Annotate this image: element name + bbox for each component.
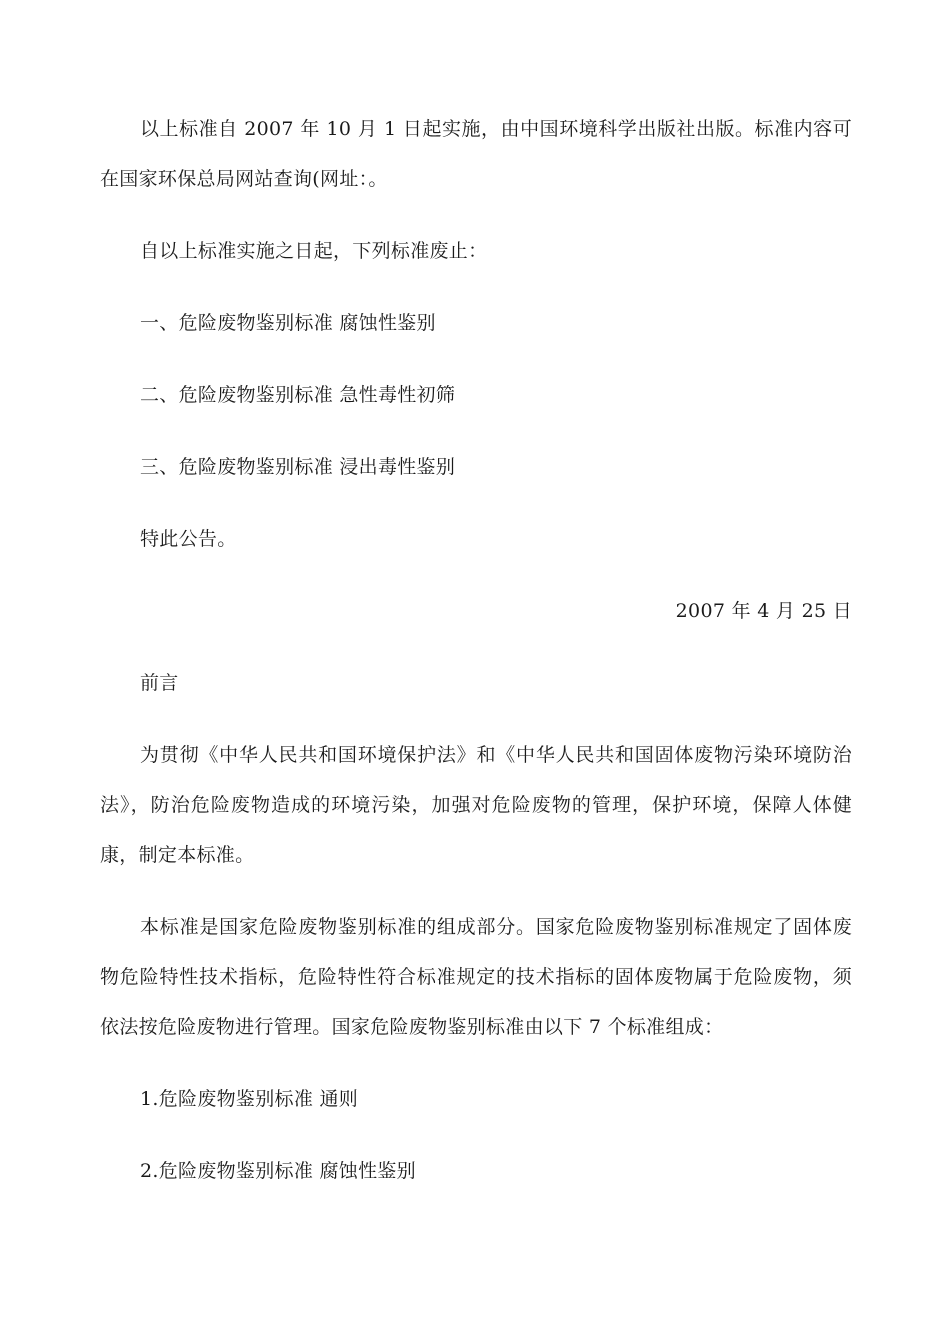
section-heading-foreword: 前言: [140, 672, 179, 694]
list-item-abolished-1: 一、危险废物鉴别标准 腐蚀性鉴别: [140, 312, 436, 334]
paragraph-announcement: 特此公告。: [140, 528, 237, 550]
document-date: 2007 年 4 月 25 日: [675, 600, 852, 622]
paragraph-foreword-composition: 本标准是国家危险废物鉴别标准的组成部分。国家危险废物鉴别标准规定了固体废物危险特性技术指标，危险特性符合标准规定的技术指标的固体废物属于危险废物，须依法按危险废物进行管理。国家危险废物鉴别标准由以下 7 个标准组成：: [100, 916, 852, 1038]
paragraph-abolished-intro: 自以上标准实施之日起，下列标准废止：: [140, 240, 488, 262]
paragraph-implementation-notice: 以上标准自 2007 年 10 月 1 日起实施，由中国环境科学出版社出版。标准内容可在国家环保总局网站查询(网址：。: [100, 118, 852, 190]
paragraph-foreword-purpose: 为贯彻《中华人民共和国环境保护法》和《中华人民共和国固体废物污染环境防治法》，防治危险废物造成的环境污染，加强对危险废物的管理，保护环境，保障人体健康，制定本标准。: [100, 744, 852, 866]
list-item-abolished-3: 三、危险废物鉴别标准 浸出毒性鉴别: [140, 456, 456, 478]
list-item-standard-1: 1.危险废物鉴别标准 通则: [140, 1088, 359, 1110]
list-item-abolished-2: 二、危险废物鉴别标准 急性毒性初筛: [140, 384, 456, 406]
list-item-standard-2: 2.危险废物鉴别标准 腐蚀性鉴别: [140, 1160, 416, 1182]
